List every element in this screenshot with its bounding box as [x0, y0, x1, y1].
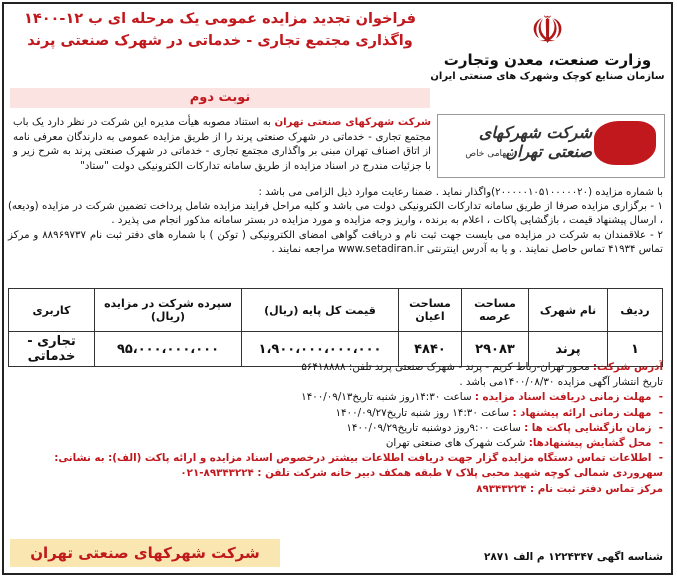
deadline-offer-value: ساعت ۱۴:۳۰ روز شنبه تاریخ۱۴۰۰/۰۹/۲۷	[335, 406, 510, 419]
body-p2: ۱ - برگزاری مزایده صرفا از طریق سامانه تدارکات الکترونیکی دولت می باشد و کلیه مراحل فرایند مزایده شامل پرداخت تضمین شرکت در مزایده (ودیعه) ، ارسال پیشنهاد قیمت ، بازگشایی پاکات ، اعلام به برنده ، واریز وجه مزایده و مورد مزایده در بستر سامانه مذکور انجام می پذیرد .	[8, 201, 663, 227]
place-line	[8, 436, 663, 451]
details-section	[8, 360, 663, 497]
ad-id: شناسه اگهی ۱۲۲۴۳۴۷ م الف ۲۸۷۱	[483, 551, 663, 563]
deadline-docs-value: ساعت ۱۴:۳۰روز شنبه تاریخ۱۴۰۰/۰۹/۱۳	[301, 391, 472, 404]
cell-deposit: ۹۵،۰۰۰،۰۰۰،۰۰۰	[95, 332, 242, 367]
intro-paragraph	[13, 116, 431, 174]
body-paragraphs	[8, 186, 663, 257]
bullet-icon: -	[658, 452, 663, 465]
company-logo	[437, 114, 665, 178]
footer-company: شرکت شهرکهای صنعتی تهران	[10, 539, 280, 567]
logo-subtitle: سهامی خاص	[465, 149, 514, 159]
ministry-subtitle: سازمان صنایع کوچک وشهرک های صنعتی ایران	[430, 71, 665, 82]
iran-map-icon	[594, 121, 656, 165]
cell-building-area: ۴۸۴۰	[399, 332, 462, 367]
bullet-icon: -	[658, 437, 663, 450]
body-p1: با شماره مزایده (۲۰۰۰۰۰۱۰۵۱۰۰۰۰۰۲۰)واگذار نماید . ضمنا رعایت موارد ذیل الزامی می باشد :	[258, 187, 663, 198]
address-line	[8, 360, 663, 375]
announcement-title	[10, 8, 430, 52]
col-header: کاربری	[9, 289, 95, 332]
place-value: شرکت شهرک های صنعتی تهران	[385, 437, 526, 450]
col-header: قیمت کل پایه (ریال)	[242, 289, 399, 332]
deadline-docs-label: مهلت زمانی دریافت اسناد مزایده :	[474, 391, 652, 404]
round-badge: نوبت دوم	[10, 88, 430, 108]
body-p3: ۲ - علاقمندان به شرکت در مزایده می بایست جهت ثبت نام و دریافت گواهی امضای الکترونیکی ( توکن ) با شماره های دفتر ثبت نام ۸۸۹۶۹۷۳۷ و مرکز تماس ۴۱۹۳۴ تماس حاصل نمایند . و یا به آدرس اینترنتی www.setadiran.ir مراجعه نمایند .	[8, 229, 663, 255]
contact-line	[8, 451, 663, 481]
cell-row-number: ۱	[608, 332, 663, 367]
deadline-offer-line	[8, 406, 663, 421]
bullet-icon: -	[658, 391, 663, 404]
auction-table	[8, 288, 663, 367]
contact-text: اطلاعات تماس دستگاه مزایده گزار جهت دریافت اطلاعات بیشتر درخصوص اسناد مزایده و ارائه پاکت (الف): به نشانی: سهروردی شمالی کوچه شهید محبی پلاک ۷ طبقه همکف دبیر خانه شرکت تلفن : ۸۹۳۴۳۲۲۴-۰۲۱	[54, 452, 663, 480]
deadline-offer-label: مهلت زمانی ارائه پیشنهاد :	[512, 406, 652, 419]
col-header: سپرده شرکت در مزایده (ریال)	[95, 289, 242, 332]
opening-line	[8, 421, 663, 436]
intro-org: شرکت شهرکهای صنعتی تهران	[274, 117, 431, 128]
address-label: آدرس شرکت:	[592, 361, 663, 373]
iran-emblem-icon: ☫	[530, 8, 565, 52]
opening-value: ساعت ۹:۰۰روز دوشنبه تاریخ۱۴۰۰/۰۹/۲۹	[346, 421, 521, 434]
opening-label: زمان بازگشایی پاکت ها :	[524, 421, 652, 434]
cell-base-price: ۱،۹۰۰،۰۰۰،۰۰۰،۰۰۰	[242, 332, 399, 367]
deadline-docs-line	[8, 390, 663, 405]
cell-land-area: ۲۹۰۸۳	[462, 332, 529, 367]
col-header: ردیف	[608, 289, 663, 332]
col-header: نام شهرک	[529, 289, 608, 332]
announcement-line-2: واگذاری مجتمع تجاری - خدماتی در شهرک صنعتی پرند	[27, 33, 413, 49]
ministry-block	[430, 10, 665, 84]
table-header-row	[9, 289, 663, 332]
publish-date: تاریخ انتشار آگهی مزایده ۱۴۰۰/۰۸/۳۰می باشد .	[459, 376, 663, 389]
place-label: محل گشایش پیشنهادها:	[528, 437, 652, 450]
announcement-line-1: فراخوان تجدید مزایده عمومی یک مرحله ای ب ۱۲-۱۴۰۰	[24, 11, 416, 27]
advertisement-frame	[2, 2, 673, 575]
col-header: مساحت اعیان	[399, 289, 462, 332]
bullet-icon: -	[658, 421, 663, 434]
logo-text: شرکت شهرکهای صنعتی تهران	[478, 123, 592, 161]
bullet-icon: -	[658, 406, 663, 419]
address-value: محور تهران-رباط کریم - پرند - شهرک صنعتی پرند تلفن: ۵۶۴۱۸۸۸۸	[301, 361, 590, 373]
col-header: مساحت عرصه	[462, 289, 529, 332]
registration-line: مرکز تماس دفتر ثبت نام : ۸۹۳۴۳۲۲۴	[476, 482, 663, 495]
ministry-title: وزارت صنعت، معدن وتجارت	[443, 51, 652, 69]
cell-town: پرند	[529, 332, 608, 367]
intro-text: به استناد مصوبه هیأت مدیره این شرکت در نظر دارد یک باب مجتمع تجاری - خدماتی در شهرک صنعتی پرند را از طریق مزایده عمومی به دارندگان معرفی نامه از اتاق اصناف تهران مبنی بر واگذاری مجتمع تجاری - خدماتی در شهرک صنعتی پرند به شرح زیر و با جزئیات مندرج در اسناد مزایده از طریق سامانه تدارکات الکترونیکی دولت "ستاد"	[13, 117, 431, 172]
cell-usage: تجاری - خدماتی	[9, 332, 95, 367]
